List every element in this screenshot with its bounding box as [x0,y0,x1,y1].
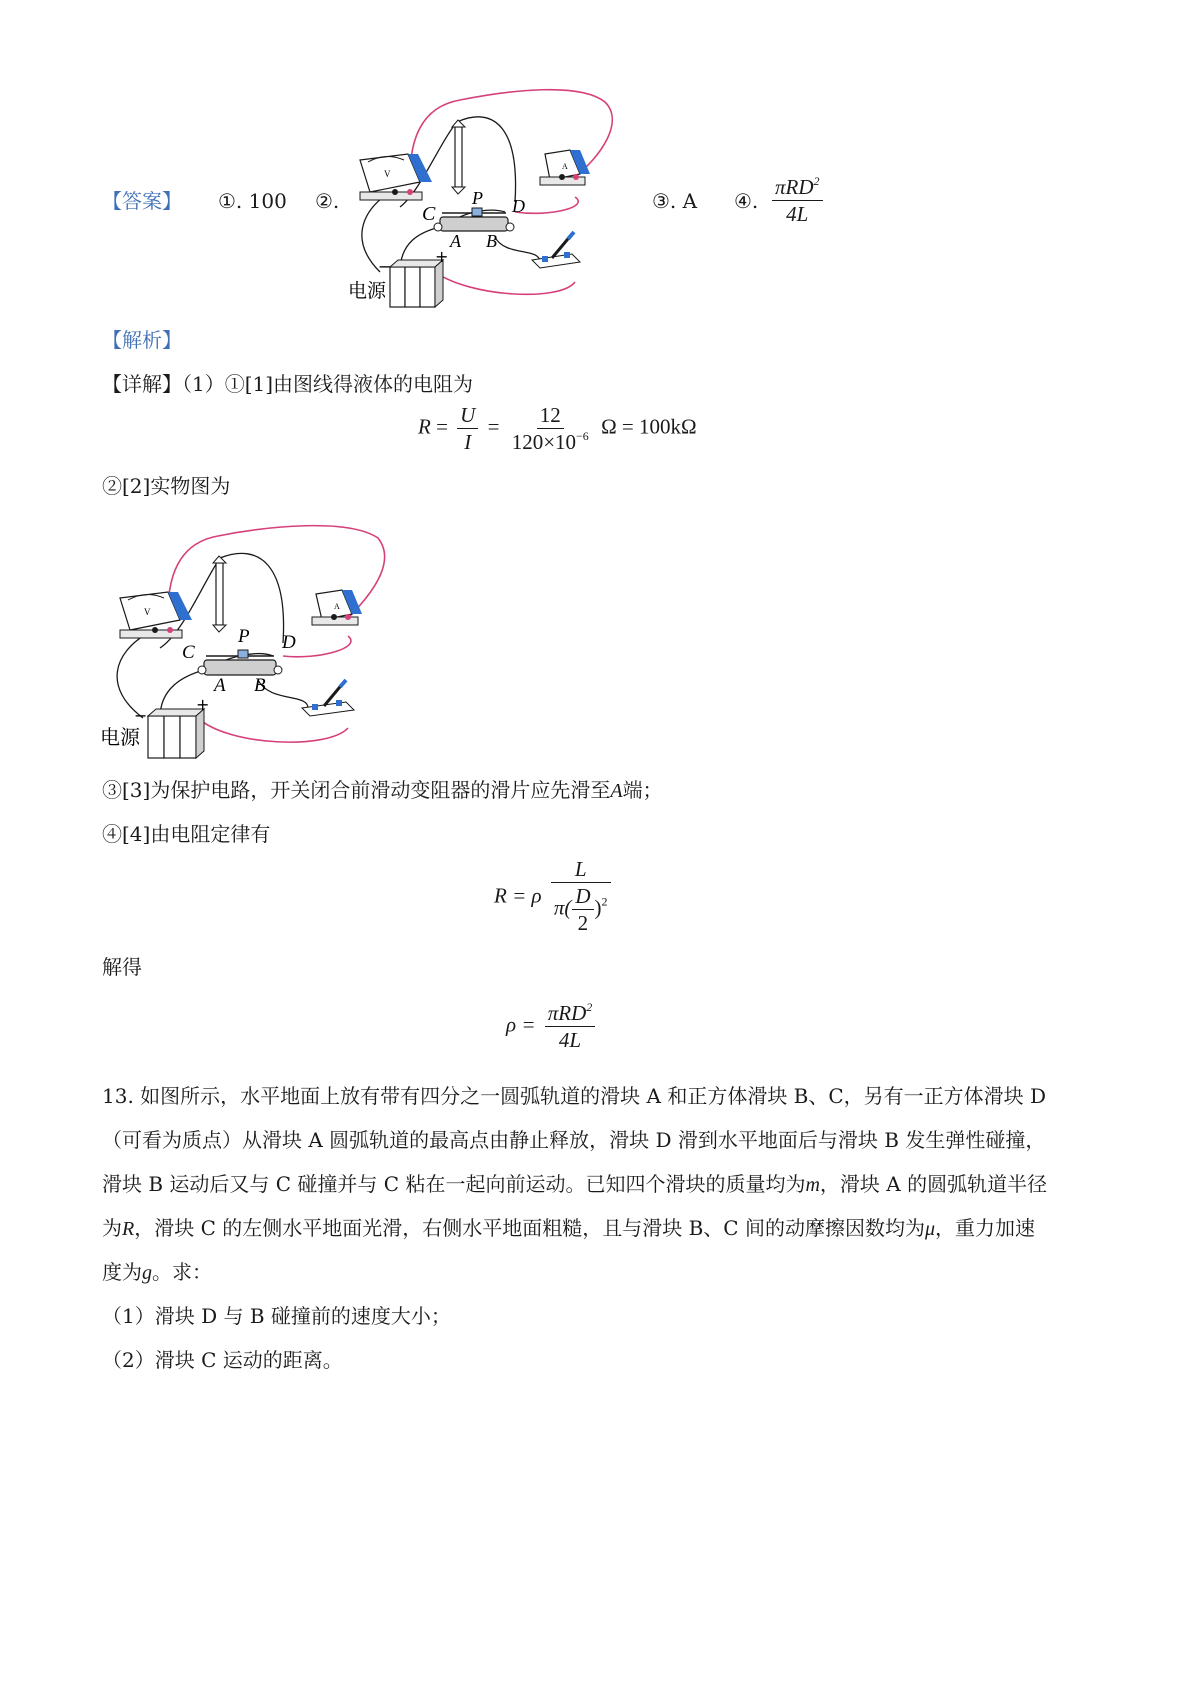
answer-item-3: ③. A [652,189,698,213]
answer-formula: $\frac{\pi RD^2}{4L}$ [768,176,827,225]
solve-label: 解得 [102,955,142,979]
label-a: A [450,231,461,251]
power-label: 电源 [348,280,387,302]
equation-resistance-law: R = ρ L π( $\frac{D}{2}$ )$^2$ [494,858,615,934]
label-b: B [486,231,497,251]
battery-minus: − [134,706,148,725]
battery [148,709,204,758]
circuit-diagram-solution [98,518,398,763]
step-2: ②[2]实物图为 [102,474,231,498]
equation-resistivity: ρ = $\frac{\pi RD^2}{4L}$ [506,1002,599,1051]
ammeter [540,150,590,185]
answer-tag: 【答案】 [102,189,182,213]
voltmeter-symbol: V [384,169,391,179]
detail-intro: 【详解】（1）①[1]由图线得液体的电阻为 [102,372,474,396]
switch [302,680,354,716]
step-4: ④[4]由电阻定律有 [102,822,271,846]
equation-resistance: R = $\frac{U}{I}$ = $\frac{12}{120\times 10^{-6}}$ Ω = 100kΩ [418,403,697,454]
ammeter-symbol: A [562,162,568,171]
problem-13-line-5: 度为g。求： [102,1260,212,1284]
circuit-diagram-answer [340,82,630,312]
battery-plus: + [435,247,449,266]
battery-minus: − [378,257,392,276]
voltmeter-symbol: V [144,607,151,617]
answer-item-2: ②. [315,189,340,213]
voltmeter [360,154,432,200]
switch [532,232,580,268]
label-b: B [254,675,266,696]
label-c: C [182,642,195,663]
problem-13-line-1: 13. 如图所示，水平地面上放有带有四分之一圆弧轨道的滑块 A 和正方体滑块 B、C，另有一正方体滑块 D [102,1084,1047,1108]
problem-13-question-2: （2）滑块 C 运动的距离。 [102,1348,343,1372]
liquid-tube [213,556,226,632]
label-d: D [512,196,525,216]
liquid-tube [452,120,465,194]
problem-13-line-2: （可看为质点）从滑块 A 圆弧轨道的最高点由静止释放，滑块 D 滑到水平地面后与滑块 B 发生弹性碰撞， [102,1128,1046,1152]
step-3: ③[3]为保护电路，开关闭合前滑动变阻器的滑片应先滑至A端； [102,778,663,802]
problem-13-question-1: （1）滑块 D 与 B 碰撞前的速度大小； [102,1304,451,1328]
ammeter-symbol: A [334,602,340,611]
power-label: 电源 [100,725,140,749]
battery [390,260,443,307]
rheostat [198,650,282,675]
analysis-tag: 【解析】 [102,328,182,352]
label-a: A [214,675,226,696]
voltmeter [120,592,192,638]
answer-item-4: ④. [734,189,759,213]
label-d: D [282,632,296,653]
ammeter [312,590,362,625]
problem-13-line-3: 滑块 B 运动后又与 C 碰撞并与 C 粘在一起向前运动。已知四个滑块的质量均为m，滑块 A 的圆弧轨道半径 [102,1172,1048,1196]
label-p: P [238,626,250,647]
battery-plus: + [196,695,210,714]
answer-item-1: ①. 100 [218,189,287,213]
problem-13-line-4: 为R，滑块 C 的左侧水平地面光滑，右侧水平地面粗糙，且与滑块 B、C 间的动摩擦因数均为μ，重力加速 [102,1216,1035,1240]
label-c: C [422,203,436,225]
label-p: P [472,188,483,208]
